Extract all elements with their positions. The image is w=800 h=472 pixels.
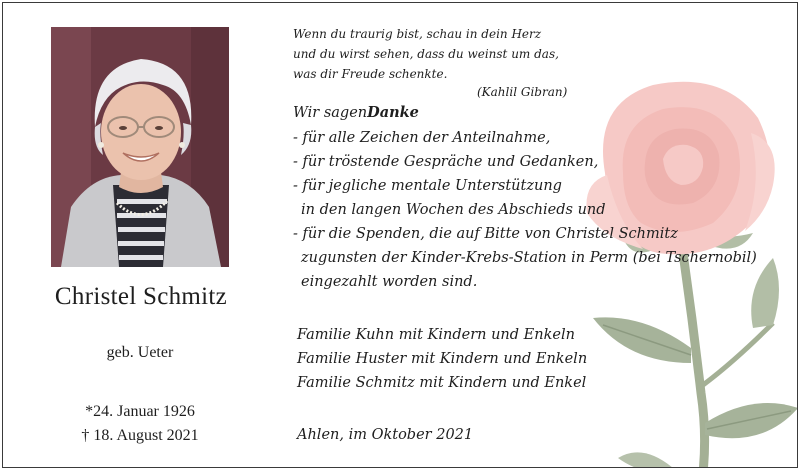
deceased-name: Christel Schmitz (54, 283, 228, 310)
family-line: Familie Huster mit Kindern und Enkeln (297, 351, 588, 367)
quote-line: und du wirst sehen, dass du weinst um das, (293, 47, 559, 61)
thanks-heading (293, 101, 753, 125)
obituary-card (2, 2, 798, 468)
quote-line: Wenn du traurig bist, schau in dein Herz (293, 27, 542, 41)
families-block (297, 323, 617, 395)
family-line: Familie Schmitz mit Kindern und Enkel (297, 375, 587, 391)
thanks-line: - für alle Zeichen der Anteilnahme, (293, 130, 551, 146)
birth-date: *24. Januar 1926 (85, 403, 195, 420)
family-line: Familie Kuhn mit Kindern und Enkeln (297, 327, 575, 343)
thanks-line: in den langen Wochen des Abschieds und (301, 202, 606, 218)
thanks-line: - für jegliche mentale Unterstützung (293, 178, 562, 194)
thanks-keyword: Danke (367, 104, 419, 121)
thanks-line: - für die Spenden, die auf Bitte von Christel Schmitz (293, 226, 678, 242)
quote-author: (Kahlil Gibran) (477, 85, 568, 99)
place-date: Ahlen, im Oktober 2021 (297, 427, 474, 443)
thanks-line: zugunsten der Kinder-Krebs-Station in Perm (bei Tschernobil) (301, 250, 757, 266)
thanks-line: eingezahlt worden sind. (301, 274, 478, 290)
birth-name: geb. Ueter (106, 344, 174, 361)
quote-block (293, 24, 593, 99)
thanks-intro: Wir sagen (293, 105, 368, 121)
quote-line: was dir Freude schenkte. (293, 67, 448, 81)
life-dates (51, 400, 229, 448)
death-date: † 18. August 2021 (81, 427, 199, 444)
thanks-line: - für tröstende Gespräche und Gedanken, (293, 154, 599, 170)
portrait-photo (51, 27, 229, 267)
thanks-block (293, 101, 757, 294)
